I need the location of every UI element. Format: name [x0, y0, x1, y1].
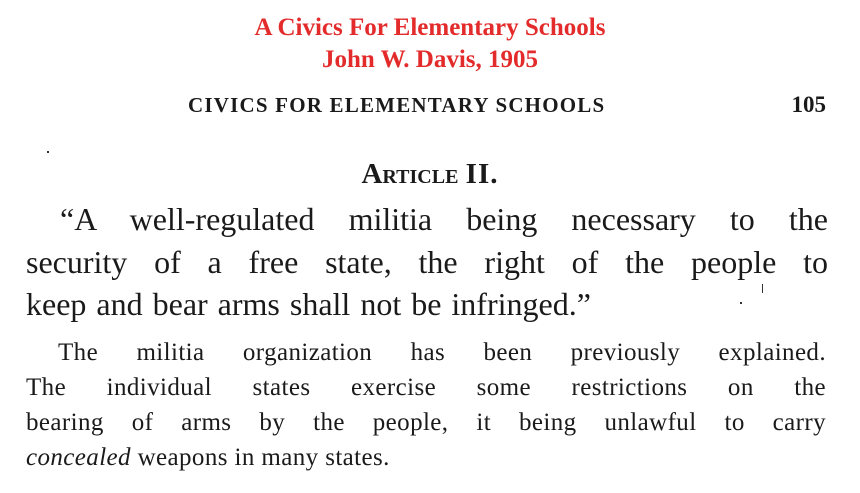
article-heading-word: Article	[361, 158, 459, 190]
quote-line-2: security of a free state, the right of the people to	[26, 244, 828, 280]
caption-author-year: John W. Davis, 1905	[321, 46, 539, 73]
caption-title: A Civics For Elementary Schools	[254, 14, 606, 41]
body-line-2: The individual states exercise some restrictions on the	[26, 374, 826, 401]
body-line-1: The militia organization has been previously explained.	[58, 339, 826, 366]
quote-line-3: keep and bear arms shall not be infringed.”	[26, 286, 591, 322]
quote-line-1: “A well-regulated militia being necessary to the	[60, 201, 828, 237]
scan-speck	[740, 302, 742, 304]
article-heading-number: II.	[465, 158, 499, 190]
scan-speck	[47, 151, 49, 153]
page-number: 105	[791, 92, 826, 117]
body-italic-word: concealed	[26, 444, 131, 471]
article-heading	[0, 158, 860, 191]
running-head: CIVICS FOR ELEMENTARY SCHOOLS	[188, 93, 606, 117]
body-line-3: bearing of arms by the people, it being unlawful to carry	[26, 409, 826, 436]
body-line-4	[26, 444, 486, 472]
scan-speck	[762, 284, 763, 293]
body-line-4-rest: weapons in many states.	[130, 444, 390, 471]
